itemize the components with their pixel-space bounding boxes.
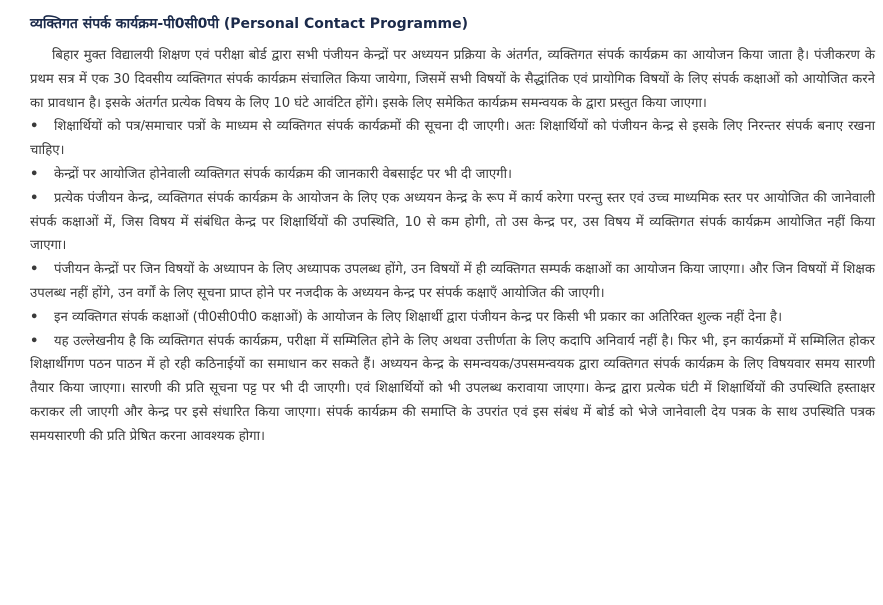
list-item-text: यह उल्लेखनीय है कि व्यक्तिगत संपर्क कार्यक्रम, परीक्षा में सम्मिलित होने के लिए अथवा उत्तीर्णता के लिए कदापि अनिवार्य नहीं है। फिर भी, इन कार्यक्रमों में सम्मिलित होकर शिक्षार्थीगण पठन पाठन में हो रही कठिनाईयों का समाधान कर सकते हैं। अध्ययन केन्द्र के समन्वयक/उपसमन्वयक द्वारा व्यक्तिगत संपर्क कार्यक्रम के लिए विषयवार समय सारणी तैयार किया जाएगा। सारणी की प्रति सूचना पट्ट पर भी दी जाएगी। एवं शिक्षार्थियों को भी उपलब्ध करावाया जाएगा। केन्द्र द्वारा प्रत्येक घंटी में शिक्षार्थियों की उपस्थिति हस्ताक्षर कराकर ली जाएगी और केन्द्र पर इसे संधारित किया जाएगा। संपर्क कार्यक्रम की समाप्ति के उपरांत एवं इस संबंध में बोर्ड को भेजे जानेवाली देय पत्रक के साथ उपस्थिति पत्रक समयसारणी की प्रति प्रेषित करना आवश्यक होगा। xyxy=(30,333,875,444)
bullet-icon: • xyxy=(30,119,39,135)
list-item xyxy=(30,330,875,449)
page-title-english: (Personal Contact Programme) xyxy=(223,16,469,32)
bullet-icon: • xyxy=(30,190,39,206)
list-item xyxy=(30,187,875,258)
intro-paragraph: बिहार मुक्त विद्यालयी शिक्षण एवं परीक्षा बोर्ड द्वारा सभी पंजीयन केन्द्रों पर अध्ययन प्रक्रिया के अंतर्गत, व्यक्तिगत संपर्क कार्यक्रम का आयोजन किया जाता है। पंजीकरण के प्रथम सत्र में एक 30 दिवसीय व्यक्तिगत संपर्क कार्यक्रम संचालित किया जायेगा, जिसमें सभी विषयों के सैद्धांतिक एवं प्रायोगिक विषयों के लिए संपर्क कक्षाओं को आयोजित करने का प्रावधान है। इसके अंतर्गत प्रत्येक विषय के लिए 10 घंटे आवंटित होंगे। इसके लिए समेकित कार्यक्रम समन्वयक के द्वारा प्रस्तुत किया जाएगा। xyxy=(30,48,875,111)
page-title-hindi: व्यक्तिगत संपर्क कार्यक्रम-पी0सी0पी xyxy=(30,16,219,32)
bullet-list xyxy=(30,115,875,448)
list-item xyxy=(30,258,875,306)
bullet-icon: • xyxy=(30,333,39,349)
list-item-text: प्रत्येक पंजीयन केन्द्र, व्यक्तिगत संपर्क कार्यक्रम के आयोजन के लिए एक अध्ययन केन्द्र के रूप में कार्य करेगा परन्तु स्तर एवं उच्च माध्यमिक स्तर पर आयोजित की जानेवाली संपर्क कक्षाओं में, जिस विषय में संबंधित केन्द्र पर शिक्षार्थियों की उपस्थिति, 10 से कम होगी, तो उस केन्द्र पर, उस विषय में व्यक्तिगत संपर्क कार्यक्रम आयोजित नहीं किया जाएगा। xyxy=(30,190,875,254)
list-item xyxy=(30,306,875,330)
list-item-text: शिक्षार्थियों को पत्र/समाचार पत्रों के माध्यम से व्यक्तिगत संपर्क कार्यक्रमों की सूचना दी जाएगी। अतः शिक्षार्थियों को पंजीयन केन्द्र से इसके लिए निरन्तर संपर्क बनाए रखना चाहिए। xyxy=(30,119,875,159)
list-item-text: पंजीयन केन्द्रों पर जिन विषयों के अध्यापन के लिए अध्यापक उपलब्ध होंगे, उन विषयों में ही व्यक्तिगत सम्पर्क कक्षाओं का आयोजन किया जाएगा। और जिन विषयों में शिक्षक उपलब्ध नहीं होंगे, उन वर्गों के लिए सूचना प्राप्त होने पर नजदीक के अध्ययन केन्द्र पर संपर्क कक्षाएँ आयोजित की जाएगी। xyxy=(30,262,875,301)
list-item-text: इन व्यक्तिगत संपर्क कक्षाओं (पी0सी0पी0 कक्षाओं) के आयोजन के लिए शिक्षार्थी द्वारा पंजीयन केन्द्र पर किसी भी प्रकार का अतिरिक्त शुल्क नहीं देना है। xyxy=(54,309,783,325)
bullet-icon: • xyxy=(30,309,39,325)
list-item-text: केन्द्रों पर आयोजित होनेवाली व्यक्तिगत संपर्क कार्यक्रम की जानकारी वेबसाईट पर भी दी जाएगी। xyxy=(54,166,512,182)
list-item xyxy=(30,163,875,187)
bullet-icon: • xyxy=(30,166,39,182)
bullet-icon: • xyxy=(30,262,39,278)
page-title xyxy=(30,12,875,36)
list-item xyxy=(30,115,875,163)
